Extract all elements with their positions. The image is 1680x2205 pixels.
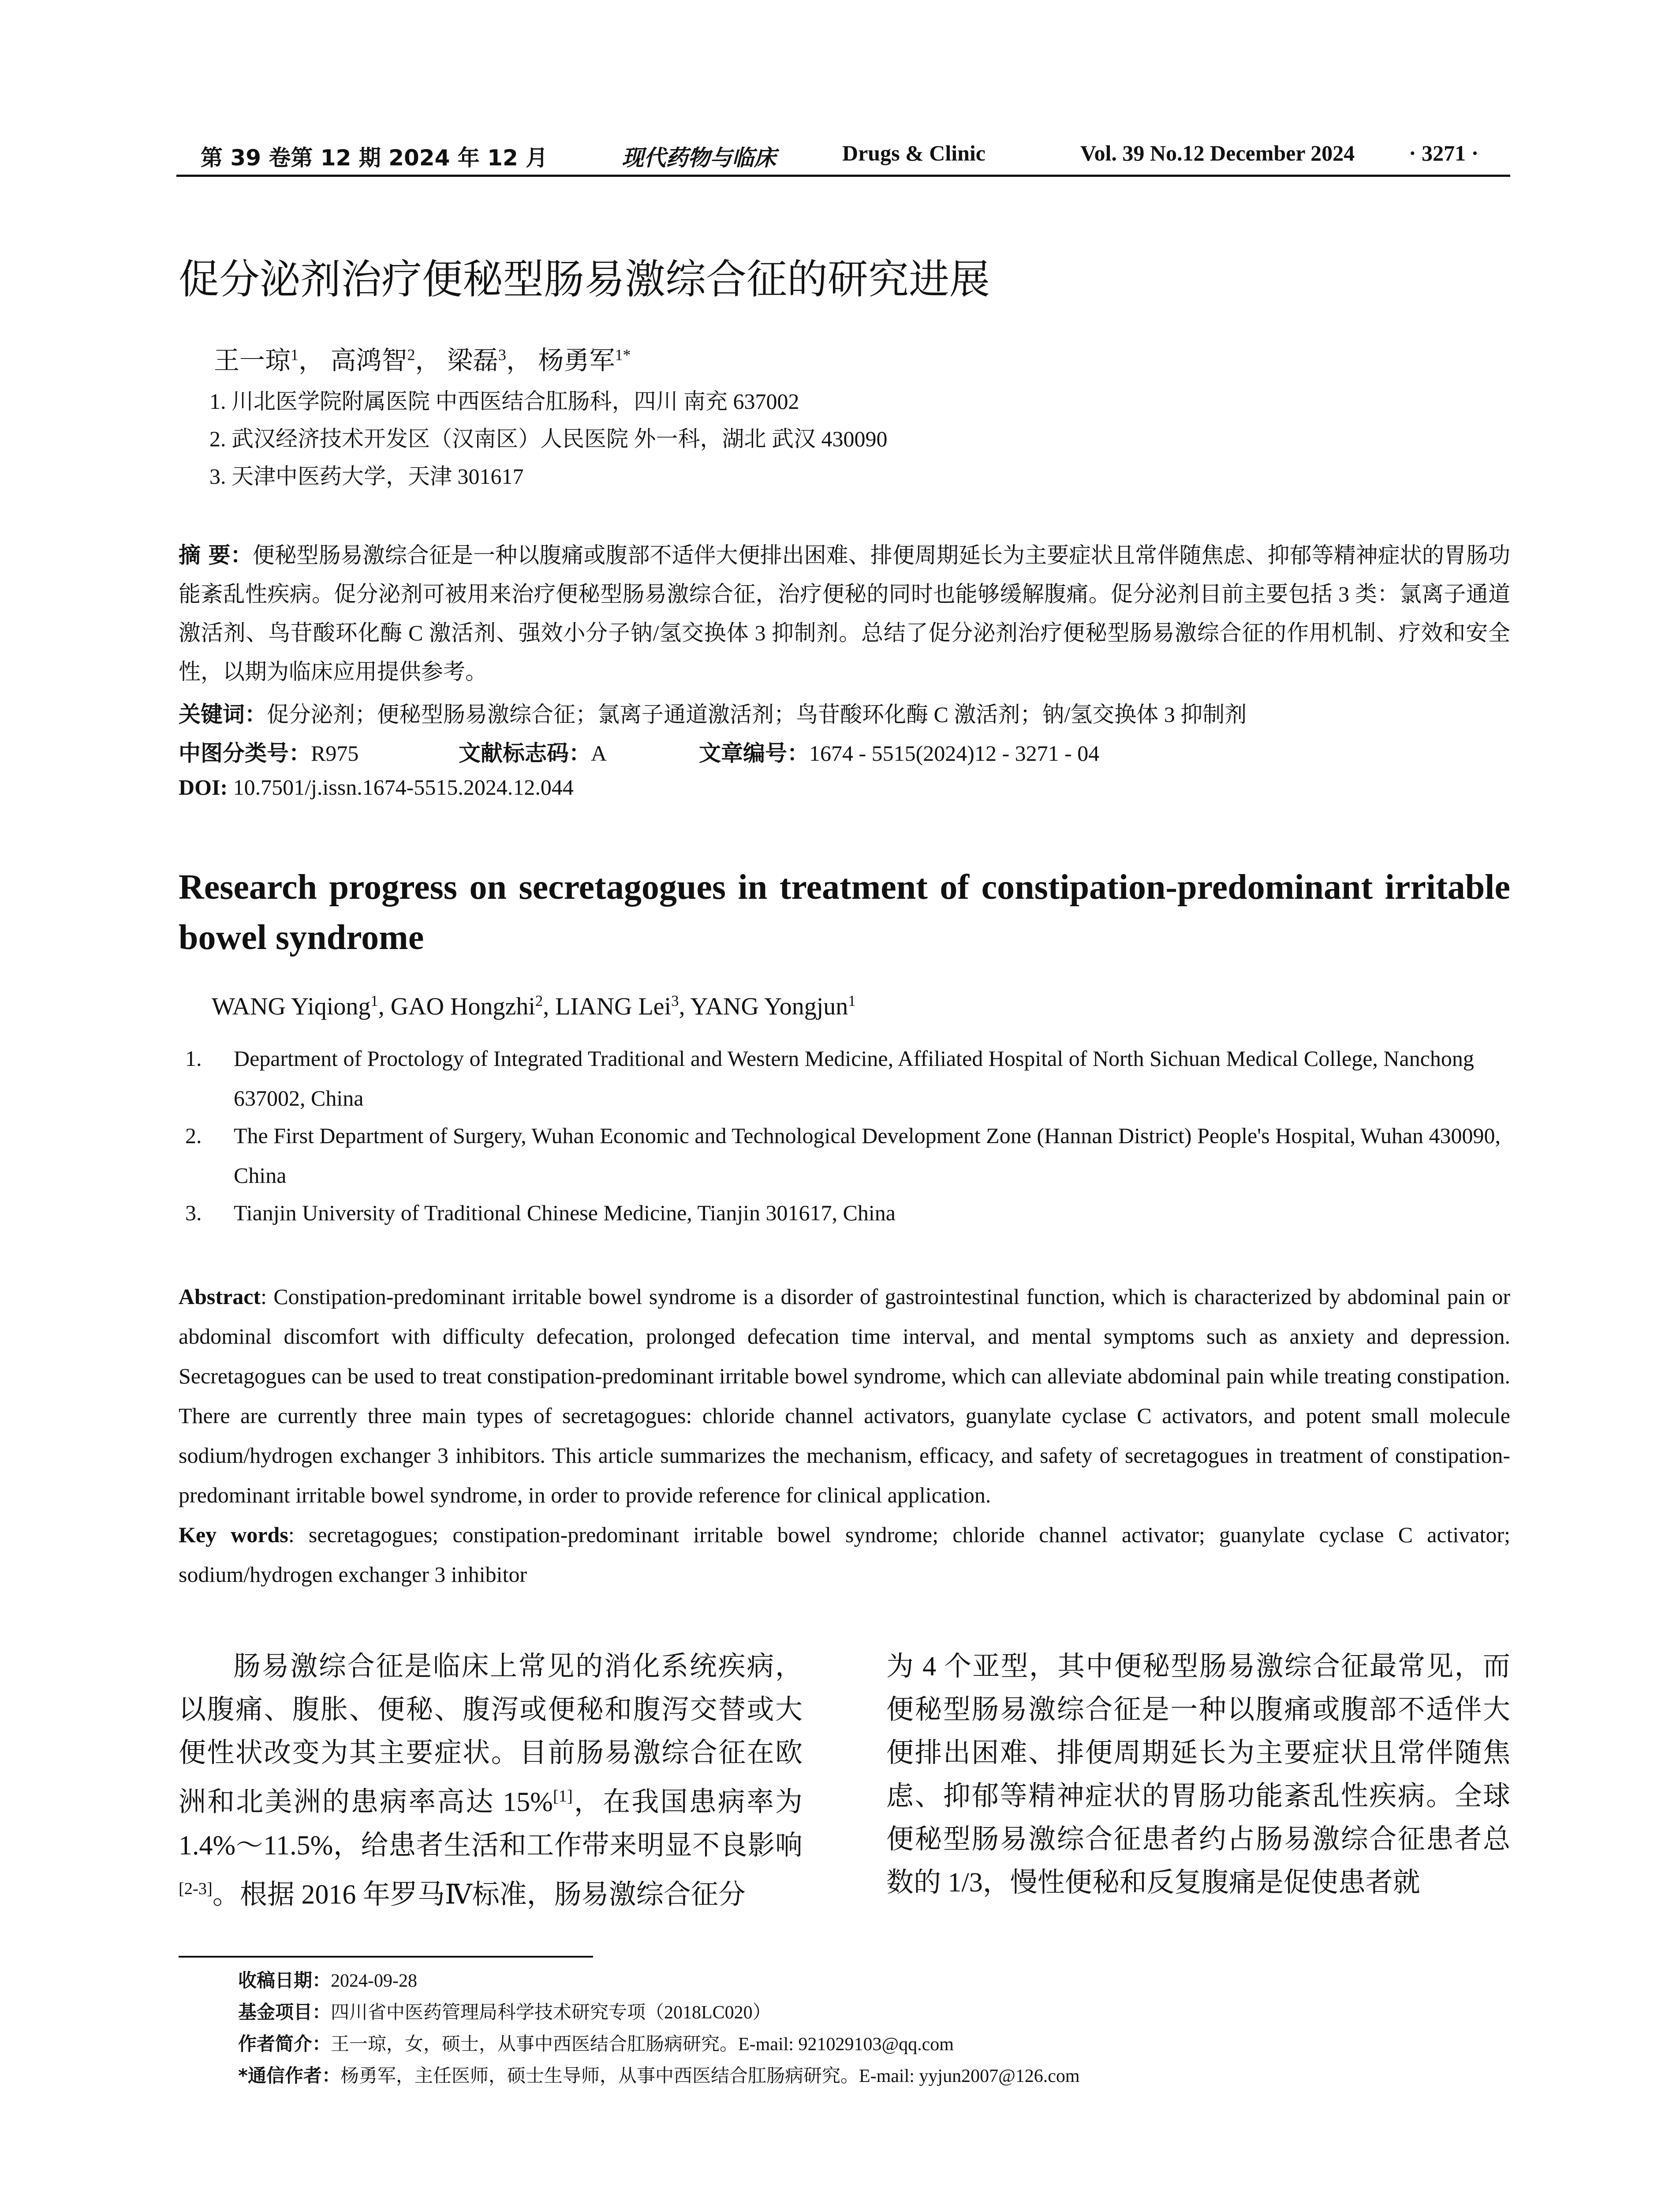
authors-en: WANG Yiqiong$^1$, GAO Hongzhi$^2$, LIANG Lei$^3$, YANG Yongjun$^1$: [212, 992, 856, 1020]
body-text: ，在我国患病率为 1.4%～11.5%，给患者生活和工作带来明显不良影响: [179, 1787, 803, 1861]
doc-code-line: [459, 736, 607, 767]
keywords-en-text: : secretagogues; constipation-predominant irritable bowel syndrome; chloride channel activator; guanylate cyclase C activator; sodium/hydrogen exchanger 3 inhibitor: [179, 1522, 1510, 1587]
class-label: 中图分类号：: [179, 740, 311, 766]
abstract-cn: [179, 536, 1510, 691]
doi-line: [179, 774, 574, 800]
doc-value: A: [591, 741, 607, 766]
keywords-cn: [179, 697, 1247, 729]
header-page-number: · 3271 ·: [1409, 141, 1479, 165]
doc-label: 文献标志码：: [459, 740, 591, 766]
affiliation-en: [185, 1039, 1534, 1118]
authors-cn: 王一琼$^1$， 高鸿智$^2$， 梁磊$^3$， 杨勇军$^{1*}$: [214, 346, 631, 375]
body-left-column: [179, 1645, 803, 1916]
footnote-rule: [179, 1956, 593, 1958]
footnote-fund: [238, 1998, 771, 2024]
author-name: GAO Hongzhi: [390, 993, 535, 1020]
abstract-cn-text: 便秘型肠易激综合征是一种以腹痛或腹部不适伴大便排出困难、排便周期延长为主要症状且常伴随焦虑、抑郁等精神症状的胃肠功能紊乱性疾病。促分泌剂可被用来治疗便秘型肠易激综合征，治疗便秘的同时也能够缓解腹痛。促分泌剂目前主要包括 3 类：氯离子通道激活剂、鸟苷酸环化酶 C 激活剂、强效小分子钠/氢交换体 3 抑制剂。总结了促分泌剂治疗便秘型肠易激综合征的作用机制、疗效和安全性，以期为临床应用提供参考。: [179, 543, 1510, 684]
affiliation-en: [185, 1116, 1534, 1195]
affiliation-en-text: Department of Proctology of Integrated Traditional and Western Medicine, Affiliated Hospital of North Sichuan Medical College, Nanchong 637002, China: [234, 1046, 1474, 1110]
affiliation-en-text: The First Department of Surgery, Wuhan Economic and Technological Development Zone (Hannan District) People's Hospital, Wuhan 430090, China: [234, 1123, 1501, 1188]
affiliation-cn: 2. 武汉经济技术开发区（汉南区）人民医院 外一科，湖北 武汉 430090: [209, 426, 888, 451]
abstract-en-text: : Constipation-predominant irritable bowel syndrome is a disorder of gastrointestinal function, which is characterized by abdominal pain or abdominal discomfort with difficulty defecation, prolonged defecation time interval, and mental symptoms such as anxiety and depression. Secretagogues can be used to treat constipation-predominant irritable bowel syndrome, which can alleviate abdominal pain while treating constipation. There are currently three main types of secretagogues: chloride channel activators, guanylate cyclase C activators, and potent small molecule sodium/hydrogen exchanger 3 inhibitors. This article summarizes the mechanism, efficacy, and safety of secretagogues in treatment of constipation-predominant irritable bowel syndrome, in order to provide reference for clinical application.: [179, 1284, 1510, 1507]
header-journal-en: Drugs & Clinic: [842, 141, 986, 165]
author-affil-mark: 2: [535, 992, 543, 1009]
article-value: 1674 - 5515(2024)12 - 3271 - 04: [809, 741, 1100, 766]
body-text: 为 4 个亚型，其中便秘型肠易激综合征最常见，而便秘型肠易激综合征是一种以腹痛或腹部不适伴大便排出困难、排便周期延长为主要症状且常伴随焦虑、抑郁等精神症状的胃肠功能紊乱性疾病。全球便秘型肠易激综合征患者约占肠易激综合征患者总数的 1/3，慢性便秘和反复腹痛是促使患者就: [886, 1652, 1510, 1898]
affiliation-en-num: 2.: [185, 1123, 202, 1148]
author-name: LIANG Lei: [555, 993, 672, 1020]
class-value: R975: [311, 741, 359, 766]
citation-ref: [2-3]: [179, 1879, 213, 1898]
footnote-label: 作者简介：: [238, 2033, 331, 2055]
header-issue-cn: 第 39 卷第 12 期 2024 年 12 月: [201, 145, 548, 171]
affiliation-en-num: 1.: [185, 1046, 202, 1071]
footnote-text: 2024-09-28: [331, 1971, 417, 1991]
affiliation-cn: 3. 天津中医药大学，天津 301617: [209, 464, 524, 489]
doi-label: DOI:: [179, 775, 228, 800]
classification-line: [179, 736, 358, 767]
affiliation-en-num: 3.: [185, 1200, 202, 1225]
footnote-label: 基金项目：: [238, 2001, 331, 2023]
footnote-author-bio: [238, 2029, 954, 2056]
keywords-cn-label: 关键词：: [179, 702, 267, 727]
doi-value: 10.7501/j.issn.1674-5515.2024.12.044: [228, 775, 574, 800]
affiliation-en: [185, 1193, 1534, 1233]
author-affil-mark: 3: [671, 992, 679, 1009]
body-text: 肠易激综合征是临床上常见的消化系统疾病，以腹痛、腹胀、便秘、腹泻或便秘和腹泻交替或大便性状改变为其主要症状。目前肠易激综合征在欧洲和北美洲的患病率高达 15%: [179, 1652, 803, 1817]
abstract-en-label: Abstract: [179, 1284, 261, 1309]
footnote-label: 收稿日期：: [238, 1970, 331, 1991]
citation-ref: [1]: [553, 1787, 573, 1805]
author-name: 梁磊: [447, 346, 499, 375]
body-right-column: [886, 1645, 1510, 1904]
body-text: 。根据 2016 年罗马Ⅳ标准，肠易激综合征分: [212, 1880, 746, 1910]
author-affil-mark: 1*: [615, 346, 631, 364]
keywords-en-label: Key words: [179, 1522, 288, 1547]
article-label: 文章编号：: [699, 740, 809, 766]
affiliation-cn: 1. 川北医学院附属医院 中西医结合肛肠科，四川 南充 637002: [209, 389, 799, 414]
author-affil-mark: 3: [498, 346, 507, 364]
keywords-cn-text: 促分泌剂；便秘型肠易激综合征；氯离子通道激活剂；鸟苷酸环化酶 C 激活剂；钠/氢交换体 3 抑制剂: [267, 702, 1247, 727]
footnote-text: 杨勇军，主任医师，硕士生导师，从事中西医结合肛肠病研究。E-mail: yyjun2007@126.com: [340, 2066, 1080, 2086]
abstract-en: [179, 1277, 1510, 1594]
footnote-corresponding: [238, 2061, 1080, 2088]
footnote-text: 四川省中医药管理局科学技术研究专项（2018LC020）: [331, 2003, 771, 2023]
footnote-received: [238, 1966, 417, 1992]
author-name: 杨勇军: [538, 346, 615, 375]
footnote-label: *通信作者：: [238, 2065, 340, 2086]
author-name: 高鸿智: [330, 346, 407, 375]
title-cn: 促分泌剂治疗便秘型肠易激综合征的研究进展: [179, 256, 990, 303]
author-affil-mark: 2: [407, 346, 415, 364]
affiliation-en-text: Tianjin University of Traditional Chinese Medicine, Tianjin 301617, China: [234, 1200, 896, 1225]
author-name: WANG Yiqiong: [212, 993, 371, 1020]
author-name: YANG Yongjun: [690, 993, 848, 1020]
author-affil-mark: 1: [370, 992, 378, 1009]
abstract-cn-label: 摘 要：: [179, 542, 253, 568]
title-en: Research progress on secretagogues in treatment of constipation-predominant irritable bowel syndrome: [179, 868, 1510, 957]
header-rule: [176, 175, 1510, 177]
header-journal-cn: 现代药物与临床: [622, 145, 776, 171]
footnote-text: 王一琼，女，硕士，从事中西医结合肛肠病研究。E-mail: 921029103@qq.com: [331, 2034, 954, 2055]
author-affil-mark: 1: [291, 346, 299, 364]
header-issue-en: Vol. 39 No.12 December 2024: [1080, 141, 1355, 165]
article-number-line: [699, 736, 1099, 767]
author-name: 王一琼: [214, 346, 291, 375]
author-affil-mark: 1: [848, 992, 856, 1009]
